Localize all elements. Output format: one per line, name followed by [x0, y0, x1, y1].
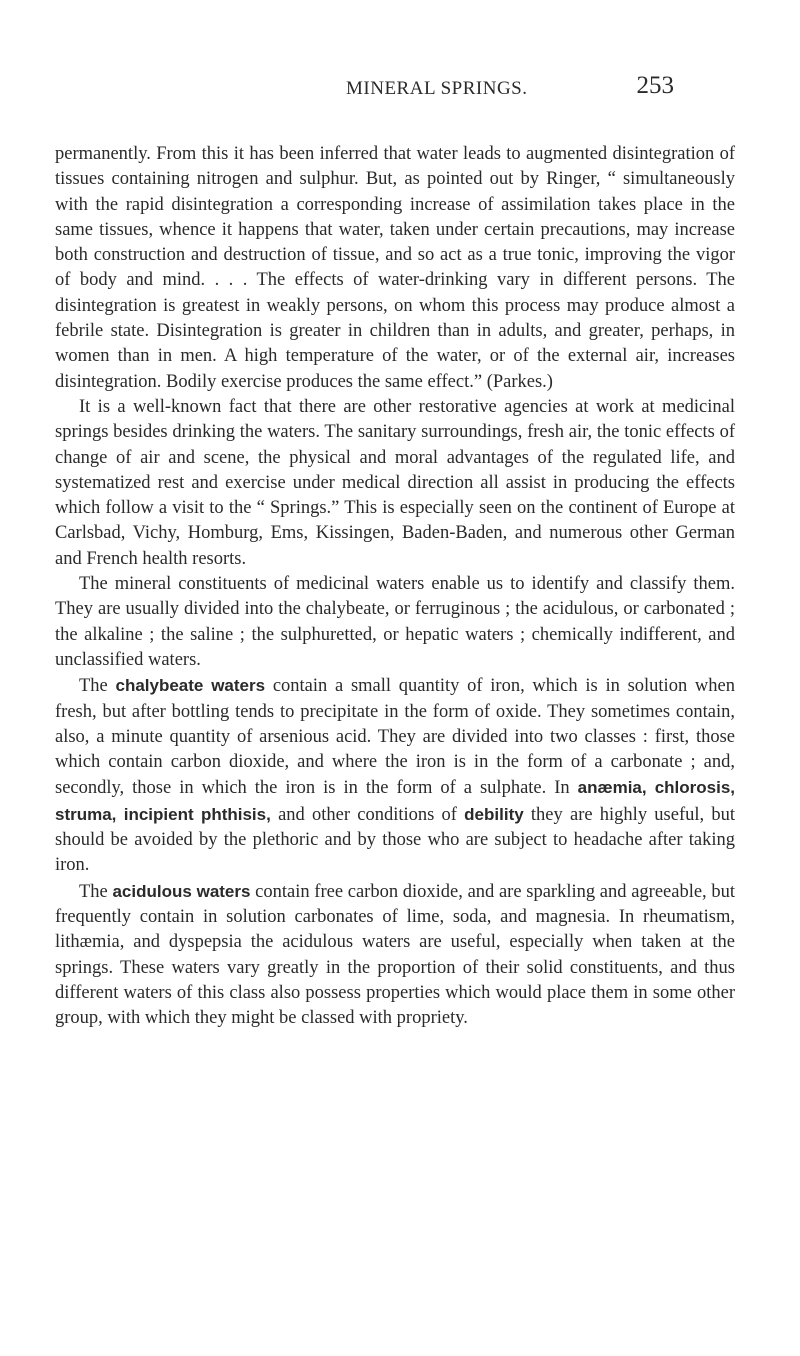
body-text — [55, 142, 735, 1031]
running-head — [0, 72, 800, 118]
paragraph-lead-in: The — [79, 676, 116, 697]
paragraph-text: It is a well-known fact that there are other restorative agencies at work at medicinal springs besides drinking the waters. The sanitary surroundings, fresh air, the tonic effects of change of air and scene, the physical and moral advantages of the regulated life, and systematized rest and exercise under medical direction all assist in producing the effects which follow a visit to the “ Springs.” This is especially seen on the continent of Europe at Carlsbad, Vichy, Homburg, Ems, Kissingen, Baden-Baden, and numerous other German and French health resorts. — [55, 396, 735, 569]
term-conditions: anæmia, chlorosis, struma, incipient phthisis, — [55, 778, 735, 824]
paragraph-ringer-quote — [55, 142, 735, 395]
term-acidulous-waters: acidulous waters — [112, 881, 251, 901]
term-chalybeate-waters: chalybeate waters — [115, 676, 266, 696]
paragraph-text: they are highly useful, but should be avoided by the plethoric and by those who are subject to headache after taking iron. — [55, 804, 735, 876]
page-number: 253 — [636, 72, 674, 99]
paragraph-lead-in: The — [79, 881, 113, 902]
paragraph-chalybeate-waters — [55, 673, 735, 878]
paragraph-restorative-agencies — [55, 395, 735, 572]
paragraph-text: contain a small quantity of iron, which is in solution when fresh, but after bottling tends to precipitate in the form of oxide. They sometimes contain, also, a minute quantity of arsenious acid. They are divided into two classes : first, those which contain carbon dioxide, and where the iron is in the form of a carbonate ; and, secondly, those in which the iron is in the form of a sulphate. In — [55, 676, 735, 799]
paragraph-text: permanently. From this it has been inferred that water leads to augmented disintegration of tissues containing nitrogen and sulphur. But, as pointed out by Ringer, “ simultaneously with the rapid disintegration a corresponding increase of assimilation takes place in the same tissues, whence it happens that water, taken under certain precautions, may increase both construction and destruction of tissue, and so act as a true tonic, improving the vigor of body and mind. . . . The effects of water-drinking vary in different persons. The disintegration is greatest in weakly persons, on whom this process may produce almost a febrile state. Disintegration is greater in children than in adults, and greater, perhaps, in women than in men. A high temperature of the water, or of the external air, increases disintegration. Bodily exercise produces the same effect.” (Parkes.) — [55, 144, 735, 392]
running-title: MINERAL SPRINGS. — [346, 78, 528, 99]
term-debility: debility — [464, 804, 524, 824]
paragraph-classification — [55, 572, 735, 673]
paragraph-text: and other conditions of — [270, 804, 465, 825]
paragraph-text: The mineral constituents of medicinal waters enable us to identify and classify them. They are usually divided into the chalybeate, or ferruginous ; the acidulous, or carbonated ; the alkaline ; the saline ; the sulphuretted, or hepatic waters ; chemically indifferent, and unclassified waters. — [55, 574, 735, 670]
paragraph-text: contain free carbon dioxide, and are sparkling and agreeable, but frequently contain in solution carbonates of lime, soda, and magnesia. In rheumatism, lithæmia, and dyspepsia the acidulous waters are useful, especially when taken at the springs. These waters vary greatly in the proportion of their solid constituents, and thus different waters of this class also possess properties which would place them in some other group, with which they might be classed with propriety. — [55, 881, 736, 1029]
paragraph-acidulous-waters — [55, 879, 735, 1032]
